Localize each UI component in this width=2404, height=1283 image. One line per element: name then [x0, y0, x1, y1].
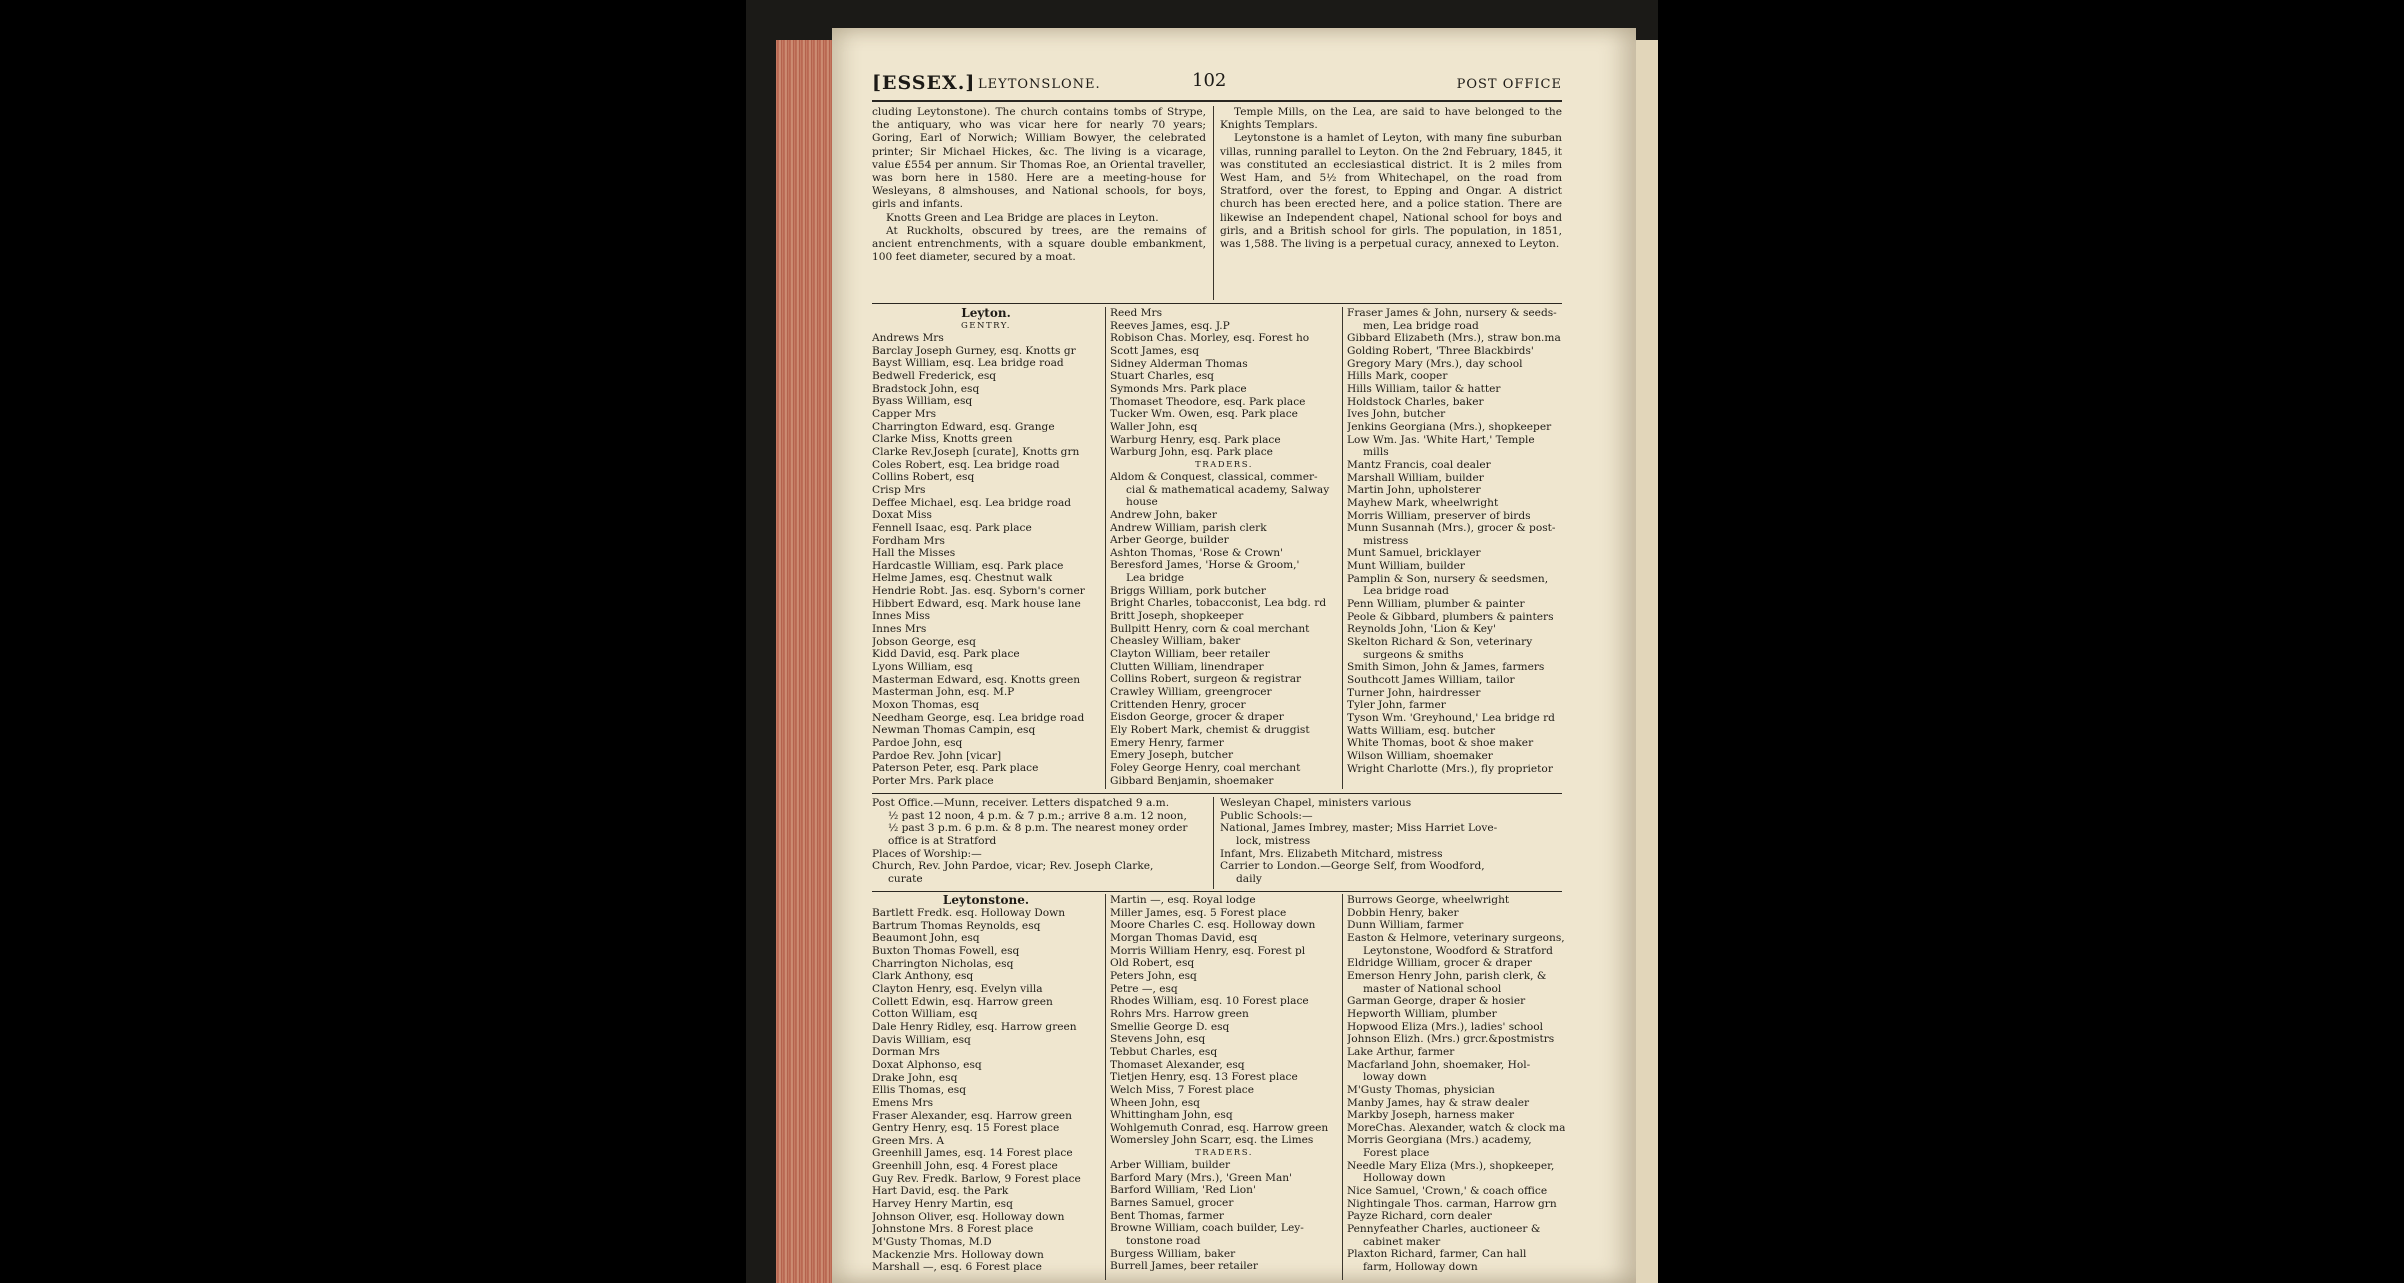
intro-paragraph: cluding Leytonstone). The church contains tombs of Strype, the antiquary, who was vicar here for nearly 70 years; Goring, Earl of Norwich; William Bowyer, the celebrated printer; Sir Michael Hickes, &c. The living is a vicarage, value £554 per annum. Sir Thomas Roe, an Oriental traveller, was born here in 1580. Here are a meeting-house for Wesleyans, 8 almshouses, and National schools, for boys, girls and infants. [872, 106, 1206, 211]
directory-entry: Scott James, esq [1110, 344, 1199, 357]
directory-entry: Arber George, builder [1110, 534, 1229, 547]
directory-entry: Warburg John, esq. Park place [1110, 446, 1273, 459]
directory-entry: Smellie George D. esq [1110, 1020, 1230, 1033]
directory-entry: Macfarland John, shoemaker, Hol- [1347, 1058, 1531, 1071]
column-divider [1105, 307, 1106, 789]
place-label: LEYTONSLONE. [978, 77, 1101, 92]
directory-entry: Eisdon George, grocer & draper [1110, 711, 1284, 724]
directory-entry: Munt Samuel, bricklayer [1347, 547, 1481, 560]
directory-entry: Hardcastle William, esq. Park place [872, 559, 1064, 572]
directory-entry: Barford William, 'Red Lion' [1110, 1184, 1256, 1197]
directory-entry: Dorman Mrs [872, 1046, 940, 1059]
directory-entry: Holloway down [1363, 1172, 1446, 1185]
directory-entry: Needham George, esq. Lea bridge road [872, 711, 1085, 724]
directory-entry: MoreChas. Alexander, watch & clock ma [1347, 1121, 1565, 1134]
directory-entry: Jenkins Georgiana (Mrs.), shopkeeper [1347, 420, 1552, 433]
directory-entry: Mantz Francis, coal dealer [1347, 458, 1491, 471]
directory-entry: Stevens John, esq [1110, 1033, 1206, 1046]
directory-entry: Public Schools:— [1220, 809, 1313, 822]
directory-entry: Hendrie Robt. Jas. esq. Syborn's corner [872, 585, 1085, 598]
section-rule [872, 303, 1562, 304]
directory-entry: Gentry Henry, esq. 15 Forest place [872, 1122, 1060, 1135]
directory-entry: Smith Simon, John & James, farmers [1347, 661, 1545, 674]
column-divider [1342, 894, 1343, 1280]
directory-entry: house [1126, 496, 1158, 509]
directory-entry: Reynolds John, 'Lion & Key' [1347, 623, 1496, 636]
directory-entry: Johnstone Mrs. 8 Forest place [872, 1223, 1034, 1236]
gentry-label: GENTRY. [961, 321, 1011, 331]
directory-entry: Moore Charles C. esq. Holloway down [1110, 919, 1316, 932]
directory-entry: Helme James, esq. Chestnut walk [872, 572, 1053, 585]
directory-entry: Tucker Wm. Owen, esq. Park place [1110, 408, 1298, 421]
directory-entry: office is at Stratford [888, 834, 997, 847]
directory-entry: Southcott James William, tailor [1347, 674, 1515, 687]
directory-entry: Beresford James, 'Horse & Groom,' [1110, 559, 1300, 572]
directory-entry: Andrew William, parish clerk [1110, 521, 1267, 534]
directory-entry: Womersley John Scarr, esq. the Limes [1110, 1134, 1314, 1147]
directory-entry: Collins Robert, esq [872, 471, 975, 484]
directory-entry: Beaumont John, esq [872, 932, 980, 945]
column-divider [1342, 307, 1343, 789]
schools-block [1220, 797, 1562, 886]
directory-entry: Bayst William, esq. Lea bridge road [872, 357, 1064, 370]
intro-paragraph: Temple Mills, on the Lea, are said to have belonged to the Knights Templars. [1220, 106, 1562, 132]
directory-entry: Carrier to London.—George Self, from Woodford, [1220, 860, 1485, 873]
directory-entry: Thomaset Alexander, esq [1110, 1058, 1245, 1071]
directory-entry: Pamplin & Son, nursery & seedsmen, [1347, 572, 1549, 585]
directory-entry: Pardoe John, esq [872, 737, 963, 749]
directory-entry: Leytonstone, Woodford & Stratford [1363, 944, 1553, 957]
directory-entry: Greenhill James, esq. 14 Forest place [872, 1147, 1073, 1160]
intro-left [872, 106, 1206, 264]
directory-entry: Miller James, esq. 5 Forest place [1110, 906, 1287, 919]
directory-entry: Thomaset Theodore, esq. Park place [1110, 395, 1306, 408]
directory-entry: Barnes Samuel, grocer [1110, 1197, 1234, 1210]
directory-entry: Burgess William, baker [1110, 1247, 1236, 1260]
directory-entry: Buxton Thomas Fowell, esq [872, 944, 1020, 957]
directory-entry: master of National school [1363, 982, 1502, 995]
directory-entry: Johnson Oliver, esq. Holloway down [872, 1210, 1065, 1223]
head-rule [872, 100, 1562, 102]
directory-entry: Hibbert Edward, esq. Mark house lane [872, 597, 1081, 610]
directory-entry: Bright Charles, tobacconist, Lea bdg. rd [1110, 597, 1327, 610]
directory-entry: Places of Worship:— [872, 847, 982, 860]
directory-entry: men, Lea bridge road [1363, 319, 1479, 332]
directory-entry: Gibbard Elizabeth (Mrs.), straw bon.ma [1347, 332, 1561, 345]
directory-entry: Morgan Thomas David, esq [1110, 931, 1258, 944]
directory-entry: Clarke Rev.Joseph [curate], Knotts grn [872, 445, 1080, 458]
directory-entry: Burrell James, beer retailer [1110, 1260, 1258, 1273]
directory-entry: Greenhill John, esq. 4 Forest place [872, 1160, 1058, 1173]
leytonstone-column-3 [1347, 894, 1565, 1274]
directory-entry: Dunn William, farmer [1347, 919, 1464, 932]
traders-label: TRADERS. [1195, 1148, 1253, 1159]
directory-entry: Cheasley William, baker [1110, 635, 1241, 648]
directory-entry: Kidd David, esq. Park place [872, 648, 1020, 661]
directory-entry: Reeves James, esq. J.P [1110, 319, 1230, 332]
directory-entry: Fraser Alexander, esq. Harrow green [872, 1109, 1072, 1122]
directory-entry: Marshall —, esq. 6 Forest place [872, 1261, 1042, 1274]
directory-entry: Lyons William, esq [872, 661, 973, 674]
directory-entry: Charrington Nicholas, esq [872, 957, 1014, 970]
directory-entry: Whittingham John, esq [1110, 1109, 1233, 1122]
directory-entry: Drake John, esq [872, 1071, 958, 1084]
directory-entry: Emens Mrs [872, 1096, 934, 1109]
directory-entry: Innes Mrs [872, 623, 927, 636]
directory-entry: Cotton William, esq [872, 1008, 978, 1021]
directory-entry: Manby James, hay & straw dealer [1347, 1096, 1530, 1109]
directory-entry: Lea bridge road [1363, 585, 1449, 598]
directory-entry: Charrington Edward, esq. Grange [872, 420, 1055, 433]
directory-entry: Hepworth William, plumber [1347, 1007, 1497, 1020]
directory-entry: Martin John, upholsterer [1347, 484, 1481, 497]
directory-entry: Rohrs Mrs. Harrow green [1110, 1007, 1249, 1020]
directory-entry: Burrows George, wheelwright [1347, 894, 1510, 906]
directory-entry: Emery Joseph, butcher [1110, 749, 1234, 762]
directory-entry: Low Wm. Jas. 'White Hart,' Temple [1347, 433, 1535, 446]
directory-entry: Forest place [1363, 1147, 1430, 1160]
directory-entry: Dobbin Henry, baker [1347, 906, 1459, 919]
directory-entry: Foley George Henry, coal merchant [1110, 761, 1301, 774]
directory-entry: Tebbut Charles, esq [1110, 1045, 1218, 1058]
directory-entry: Coles Robert, esq. Lea bridge road [872, 458, 1060, 471]
directory-entry: Easton & Helmore, veterinary surgeons, [1347, 931, 1565, 944]
directory-entry: daily [1236, 872, 1262, 885]
directory-entry: cial & mathematical academy, Salway [1126, 483, 1330, 496]
directory-entry: Bradstock John, esq [872, 382, 980, 395]
directory-entry: Wohlgemuth Conrad, esq. Harrow green [1110, 1121, 1329, 1134]
leytonstone-column-2 [1110, 894, 1338, 1273]
directory-entry: mills [1363, 446, 1389, 459]
directory-entry: Johnson Elizh. (Mrs.) grcr.&postmistrs [1347, 1033, 1555, 1046]
directory-entry: White Thomas, boot & shoe maker [1347, 737, 1534, 750]
directory-entry: Fordham Mrs [872, 534, 945, 547]
intro-paragraph: Knotts Green and Lea Bridge are places in Leyton. [886, 211, 1159, 224]
directory-entry: Collett Edwin, esq. Harrow green [872, 995, 1053, 1008]
directory-entry: Briggs William, pork butcher [1110, 584, 1266, 597]
directory-entry: Watts William, esq. butcher [1347, 724, 1496, 737]
directory-entry: curate [888, 872, 923, 885]
directory-entry: Barford Mary (Mrs.), 'Green Man' [1110, 1171, 1293, 1184]
directory-entry: Arber William, builder [1110, 1159, 1231, 1172]
directory-entry: Emerson Henry John, parish clerk, & [1347, 969, 1547, 982]
directory-entry: Munt William, builder [1347, 560, 1465, 573]
directory-entry: Peole & Gibbard, plumbers & painters [1347, 610, 1554, 623]
leytonstone-column-1 [872, 894, 1100, 1274]
directory-entry: Payze Richard, corn dealer [1347, 1210, 1492, 1223]
directory-entry: Martin —, esq. Royal lodge [1110, 894, 1256, 906]
directory-entry: Innes Miss [872, 610, 931, 623]
directory-entry: Byass William, esq [872, 395, 973, 408]
directory-entry: Ives John, butcher [1347, 408, 1446, 421]
intro-right [1220, 106, 1562, 251]
directory-entry: loway down [1363, 1071, 1427, 1084]
directory-entry: Clark Anthony, esq [872, 970, 974, 983]
directory-entry: cabinet maker [1363, 1235, 1441, 1248]
county-label: [ESSEX.] [872, 72, 976, 94]
directory-entry: Ellis Thomas, esq [872, 1084, 966, 1097]
directory-entry: Hills Mark, cooper [1347, 370, 1448, 383]
directory-entry: Needle Mary Eliza (Mrs.), shopkeeper, [1347, 1159, 1555, 1172]
directory-entry: lock, mistress [1236, 834, 1311, 847]
section-rule [872, 793, 1562, 794]
directory-entry: Nightingale Thos. carman, Harrow grn [1347, 1197, 1557, 1210]
directory-entry: Fennell Isaac, esq. Park place [872, 521, 1032, 534]
directory-entry: Clarke Miss, Knotts green [872, 433, 1013, 446]
directory-entry: Hopwood Eliza (Mrs.), ladies' school [1347, 1020, 1544, 1033]
leyton-column-3 [1347, 307, 1565, 775]
directory-entry: Hart David, esq. the Park [872, 1185, 1009, 1198]
directory-entry: Andrews Mrs [872, 332, 944, 344]
directory-entry: Deffee Michael, esq. Lea bridge road [872, 496, 1072, 509]
directory-entry: Barclay Joseph Gurney, esq. Knotts gr [872, 344, 1076, 357]
directory-entry: Doxat Miss [872, 509, 932, 522]
directory-entry: Masterman Edward, esq. Knotts green [872, 673, 1081, 686]
directory-entry: Moxon Thomas, esq [872, 699, 980, 712]
directory-entry: M'Gusty Thomas, physician [1347, 1083, 1495, 1096]
directory-entry: Jobson George, esq [872, 635, 976, 648]
page-edges [776, 40, 832, 1283]
directory-entry: Plaxton Richard, farmer, Can hall [1347, 1248, 1527, 1261]
directory-entry: Dale Henry Ridley, esq. Harrow green [872, 1020, 1077, 1033]
intro-paragraph: At Ruckholts, obscured by trees, are the remains of ancient entrenchments, with a square double embankment, 100 feet diameter, secured by a moat. [872, 224, 1206, 264]
directory-entry: Warburg Henry, esq. Park place [1110, 433, 1281, 446]
directory-entry: Hills William, tailor & hatter [1347, 382, 1501, 395]
office-label: POST OFFICE [1456, 77, 1562, 92]
directory-entry: surgeons & smiths [1363, 648, 1464, 661]
directory-entry: Peters John, esq [1110, 969, 1197, 982]
page-number: 102 [1192, 70, 1227, 91]
directory-entry: Crisp Mrs [872, 483, 926, 496]
directory-entry: Tyson Wm. 'Greyhound,' Lea bridge rd [1347, 712, 1555, 724]
column-divider [1105, 894, 1106, 1280]
directory-page [832, 28, 1636, 1283]
directory-entry: Robison Chas. Morley, esq. Forest ho [1110, 332, 1310, 345]
directory-entry: Holdstock Charles, baker [1347, 395, 1484, 408]
directory-entry: Wilson William, shoemaker [1347, 749, 1493, 762]
directory-entry: Bullpitt Henry, corn & coal merchant [1110, 622, 1310, 635]
directory-entry: Nice Samuel, 'Crown,' & coach office [1347, 1185, 1548, 1198]
directory-entry: Bartlett Fredk. esq. Holloway Down [872, 907, 1066, 919]
directory-entry: Munn Susannah (Mrs.), grocer & post- [1347, 522, 1556, 535]
directory-entry: Stuart Charles, esq [1110, 370, 1214, 383]
directory-entry: Turner John, hairdresser [1347, 686, 1481, 699]
directory-entry: Wesleyan Chapel, ministers various [1220, 797, 1412, 809]
directory-entry: Ely Robert Mark, chemist & druggist [1110, 724, 1310, 736]
leyton-title: Leyton. [961, 306, 1011, 320]
traders-label: TRADERS. [1195, 459, 1253, 470]
directory-entry: Collins Robert, surgeon & registrar [1110, 673, 1302, 686]
directory-entry: Paterson Peter, esq. Park place [872, 762, 1039, 775]
directory-entry: Ashton Thomas, 'Rose & Crown' [1110, 546, 1284, 559]
directory-entry: Wright Charlotte (Mrs.), fly proprietor [1347, 762, 1553, 775]
directory-entry: Harvey Henry Martin, esq [872, 1198, 1013, 1211]
directory-entry: Green Mrs. A [872, 1134, 944, 1147]
column-divider [1213, 797, 1214, 889]
directory-entry: Symonds Mrs. Park place [1110, 382, 1247, 395]
directory-entry: Morris William, preserver of birds [1347, 509, 1531, 522]
directory-entry: Clayton Henry, esq. Evelyn villa [872, 982, 1043, 995]
directory-entry: tonstone road [1126, 1235, 1201, 1248]
running-head [872, 70, 1562, 100]
directory-entry: Guy Rev. Fredk. Barlow, 9 Forest place [872, 1172, 1081, 1185]
leyton-column-1 [872, 307, 1100, 788]
directory-entry: Eldridge William, grocer & draper [1347, 957, 1532, 970]
directory-entry: ½ past 12 noon, 4 p.m. & 7 p.m.; arrive 8 a.m. 12 noon, [888, 809, 1187, 822]
directory-entry: Capper Mrs [872, 407, 937, 420]
directory-entry: Masterman John, esq. M.P [872, 686, 1015, 699]
directory-entry: Petre —, esq [1110, 982, 1178, 995]
directory-entry: Doxat Alphonso, esq [872, 1058, 982, 1071]
directory-entry: Crittenden Henry, grocer [1110, 698, 1246, 711]
directory-entry: Wheen John, esq [1110, 1096, 1200, 1109]
directory-entry: Aldom & Conquest, classical, commer- [1110, 470, 1318, 483]
directory-entry: Church, Rev. John Pardoe, vicar; Rev. Joseph Clarke, [872, 860, 1154, 873]
section-rule [872, 891, 1562, 892]
directory-entry: Bedwell Frederick, esq [872, 369, 997, 382]
directory-entry: Britt Joseph, shopkeeper [1110, 610, 1244, 623]
facing-page-edge [1636, 40, 1658, 1283]
directory-entry: Clutten William, linendraper [1110, 660, 1264, 673]
directory-entry: Infant, Mrs. Elizabeth Mitchard, mistress [1220, 847, 1443, 860]
directory-entry: Bent Thomas, farmer [1110, 1209, 1224, 1222]
directory-entry: Waller John, esq [1110, 420, 1198, 433]
directory-entry: Sidney Alderman Thomas [1110, 357, 1248, 370]
directory-entry: Reed Mrs [1110, 307, 1163, 319]
directory-entry: Markby Joseph, harness maker [1347, 1109, 1515, 1122]
directory-entry: Emery Henry, farmer [1110, 736, 1224, 749]
directory-entry: Bartrum Thomas Reynolds, esq [872, 919, 1041, 932]
directory-entry: Morris William Henry, esq. Forest pl [1110, 944, 1306, 957]
directory-entry: Tyler John, farmer [1347, 699, 1446, 712]
directory-entry: farm, Holloway down [1363, 1261, 1478, 1274]
leytonstone-title: Leytonstone. [942, 893, 1030, 907]
directory-entry: Crawley William, greengrocer [1110, 686, 1272, 699]
directory-entry: Garman George, draper & hosier [1347, 995, 1526, 1008]
directory-entry: Welch Miss, 7 Forest place [1110, 1083, 1254, 1096]
directory-entry: Penn William, plumber & painter [1347, 598, 1525, 611]
directory-entry: Mackenzie Mrs. Holloway down [872, 1248, 1044, 1261]
post-office-block [872, 797, 1210, 886]
intro-divider [1213, 106, 1214, 300]
directory-entry: Post Office.—Munn, receiver. Letters dispatched 9 a.m. [872, 797, 1170, 809]
directory-entry: Gibbard Benjamin, shoemaker [1110, 774, 1274, 787]
directory-entry: Old Robert, esq [1110, 957, 1195, 970]
directory-entry: mistress [1363, 534, 1409, 547]
directory-entry: Pennyfeather Charles, auctioneer & [1347, 1223, 1541, 1236]
directory-entry: Andrew John, baker [1110, 508, 1217, 521]
directory-entry: Tietjen Henry, esq. 13 Forest place [1110, 1071, 1298, 1084]
directory-entry: Morris Georgiana (Mrs.) academy, [1347, 1134, 1532, 1147]
directory-entry: Hall the Misses [872, 547, 956, 560]
directory-entry: Clayton William, beer retailer [1110, 648, 1270, 661]
directory-entry: Browne William, coach builder, Ley- [1110, 1222, 1304, 1235]
directory-entry: Gregory Mary (Mrs.), day school [1347, 357, 1523, 370]
directory-entry: National, James Imbrey, master; Miss Harriet Love- [1220, 822, 1498, 835]
leyton-column-2 [1110, 307, 1338, 787]
directory-entry: ½ past 3 p.m. 6 p.m. & 8 p.m. The nearest money order [888, 822, 1188, 835]
directory-entry: Golding Robert, 'Three Blackbirds' [1347, 344, 1534, 357]
directory-entry: Fraser James & John, nursery & seeds- [1347, 307, 1557, 319]
directory-entry: Lea bridge [1126, 572, 1185, 585]
intro-paragraph: Leytonstone is a hamlet of Leyton, with many fine suburban villas, running parallel to Leyton. On the 2nd February, 1845, it was constituted an ecclesiastical district. It is 2 miles from West Ham, and 5½ from Whitechapel, on the road from Stratford, over the forest, to Epping and Ongar. A district church has been erected here, and a police station. There are likewise an Independent chapel, National school for boys and girls, and a British school for girls. The population, in 1851, was 1,588. The living is a perpetual curacy, annexed to Leyton. [1220, 132, 1562, 251]
directory-entry: Lake Arthur, farmer [1347, 1045, 1455, 1058]
directory-entry: Skelton Richard & Son, veterinary [1347, 636, 1533, 649]
directory-entry: Mayhew Mark, wheelwright [1347, 496, 1499, 509]
directory-entry: Porter Mrs. Park place [872, 774, 994, 787]
directory-entry: Newman Thomas Campin, esq [872, 724, 1036, 737]
directory-entry: Pardoe Rev. John [vicar] [872, 749, 1002, 762]
directory-entry: Davis William, esq [872, 1033, 971, 1046]
directory-entry: Marshall William, builder [1347, 471, 1484, 484]
directory-entry: M'Gusty Thomas, M.D [872, 1236, 992, 1249]
directory-entry: Rhodes William, esq. 10 Forest place [1110, 995, 1309, 1008]
